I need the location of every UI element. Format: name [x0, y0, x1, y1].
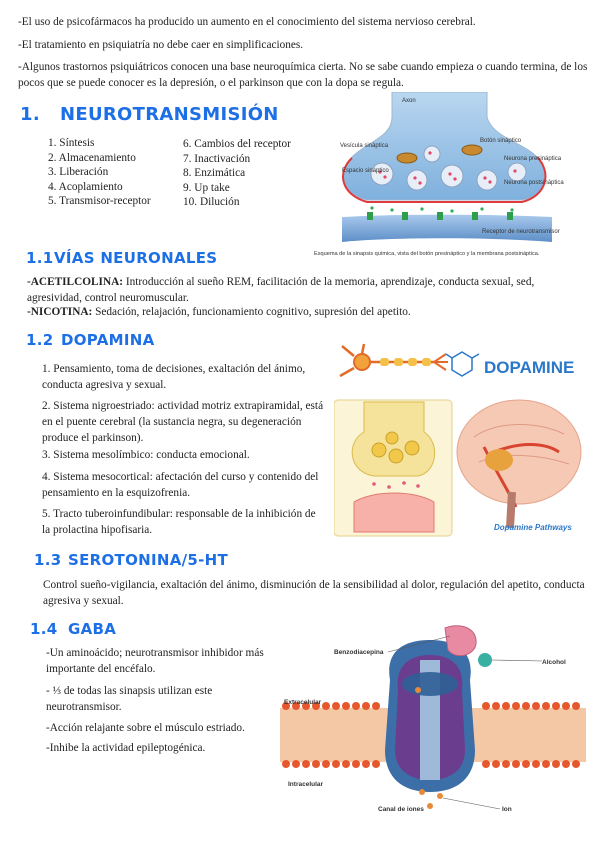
dopamine-pathways-label: Dopamine Pathways [494, 523, 572, 532]
section-1-1-number: 1.1 [26, 249, 54, 267]
vesicle-shape [371, 163, 393, 185]
figure-label: Axon [402, 98, 416, 104]
nicotine-text: Sedación, relajación, funcionamiento cognitivo, supresión del apetito. [92, 306, 411, 318]
alcohol-shape [478, 653, 492, 667]
figure-label: Neurona presináptica [504, 156, 562, 162]
benzodiazepine-shape [445, 626, 476, 656]
intro-line-2: -El tratamiento en psiquiatría no debe caer en simplificaciones. [18, 39, 304, 51]
dopamine-item-4: 4. Sistema mesocortical: afectación del curso y contenido del pensamiento en la esquizofrenia. [42, 471, 319, 499]
list-item: 4. Acoplamiento [48, 180, 123, 193]
figure-label: Alcohol [542, 659, 566, 666]
gaba-receptor-shape [385, 640, 475, 792]
mitochondria-shape [397, 153, 417, 163]
figure-label: Receptor de neurotransmisor [482, 229, 560, 235]
nicotine-paragraph [27, 304, 582, 320]
list-item: 6. Cambios del receptor [183, 138, 291, 150]
figure-label: Neurona postsináptica [504, 180, 564, 186]
brain-icon [457, 400, 581, 528]
neurotransmission-steps-left [48, 136, 151, 209]
list-item: 2. Almacenamiento [48, 151, 136, 164]
list-item: 5. Transmisor-receptor [48, 195, 151, 207]
section-1-title: NEUROTRANSMISIÓN [60, 104, 279, 125]
vesicle-shape [508, 163, 526, 181]
gaba-item-4: -Inhibe la actividad epileptogénica. [46, 742, 206, 754]
figure-label: Canal de iones [378, 806, 424, 813]
vesicle-shape [407, 170, 427, 190]
figure-label: Botón sináptico [480, 138, 522, 144]
vesicle-shape [424, 146, 440, 162]
list-item: 1. Síntesis [48, 137, 95, 149]
dopamine-banner: DOPAMINE [484, 358, 575, 377]
serotonin-paragraph: Control sueño-vigilancia, exaltación del ánimo, disminución de la sensibilidad al dolor, regulación del apetito, conducta agresiva y sexual. [43, 579, 585, 607]
section-1-3-number: 1.3 [34, 551, 62, 569]
gaba-item-3: -Acción relajante sobre el músculo estriado. [46, 722, 245, 734]
dopamine-item-3: 3. Sistema mesolímbico: conducta emocional. [42, 449, 250, 461]
dopamine-item-2: 2. Sistema nigroestriado: actividad motriz extrapiramidal, está en el puente cerebral (la sustancia negra, su degeneración produce el parkinson). [42, 400, 324, 444]
acetylcholine-paragraph [27, 274, 582, 306]
vesicle-shape [477, 170, 497, 190]
vesicle-shape [441, 165, 463, 187]
dopamine-item-1: 1. Pensamiento, toma de decisiones, exaltación del ánimo, conducta agresiva y sexual. [42, 363, 306, 391]
list-item: 8. Enzimática [183, 167, 246, 179]
nicotine-label: -NICOTINA: [27, 306, 93, 318]
figure-label: Espacio sináptico [342, 168, 389, 174]
list-item: 7. Inactivación [183, 152, 251, 165]
acetylcholine-text: Introducción al sueño REM, facilitación de la memoria, aprendizaje, conducta sexual, sed, agresividad, control neuromuscular. [27, 276, 535, 304]
gaba-item-1: -Un aminoácido; neurotransmisor inhibidor más importante del encéfalo. [46, 647, 264, 675]
section-1-4-number: 1.4 [30, 620, 58, 638]
intro-line-1: -El uso de psicofármacos ha producido un aumento en el conocimiento del sistema nervioso cerebral. [18, 16, 476, 28]
neuron-icon [340, 344, 448, 376]
list-item: 3. Liberación [48, 166, 109, 178]
figure-label: Benzodiacepina [334, 649, 384, 656]
list-item: 10. Dilución [183, 196, 240, 208]
acetylcholine-label: -ACETILCOLINA: [27, 276, 124, 288]
list-item: 9. Up take [183, 181, 230, 194]
figure-label: Intracelular [288, 781, 324, 788]
figure-label: Extracelular [284, 699, 322, 706]
synapse-figure [312, 92, 582, 260]
section-1-2-title: DOPAMINA [61, 331, 155, 349]
figure-label: Vesícula sináptica [340, 143, 389, 149]
neurotransmission-steps-right [183, 137, 291, 210]
dopamine-item-5: 5. Tracto tuberoinfundibular: responsable de la inhibición de la prolactina hipofisaria. [42, 508, 316, 536]
figure-label: Ion [502, 806, 512, 813]
section-1-2-number: 1.2 [26, 331, 54, 349]
figure-caption: Esquema de la sinapsis química, vista del botón presináptico y la membrana postsináptica. [314, 251, 540, 257]
section-1-1-title: VÍAS NEURONALES [54, 249, 218, 267]
gaba-item-2: - ⅓ de todas las sinapsis utilizan este neurotransmisor. [46, 685, 213, 713]
dopamine-figure [334, 342, 586, 538]
intro-line-3: -Algunos trastornos psiquiátricos conocen una base neuroquímica cierta. No se sabe cuando empieza o cuando termina, de los pocos que se puede conocer es la depresión, o el parkinson que con la dopa se regula. [18, 61, 588, 89]
section-1-4-title: GABA [68, 620, 117, 638]
section-1-number: 1. [20, 104, 40, 125]
gaba-receptor-figure [280, 620, 586, 816]
section-1-3-title: SEROTONINA/5-HT [68, 551, 229, 569]
mitochondria-shape [462, 145, 482, 155]
dopamine-molecule-icon [446, 352, 479, 376]
